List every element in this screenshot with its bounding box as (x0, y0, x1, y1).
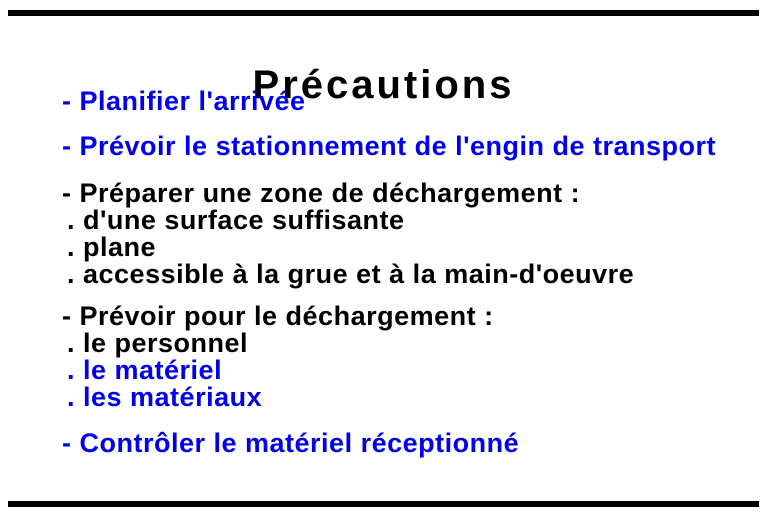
sub-bullet-line: . les matériaux (67, 382, 263, 412)
sub-bullet-line: . accessible à la grue et à la main-d'oeuvre (67, 259, 635, 289)
sub-bullet-line: . d'une surface suffisante (67, 205, 405, 235)
bullet-line: - Planifier l'arrivée (62, 86, 306, 116)
bullet-line: - Prévoir le stationnement de l'engin de transport (62, 131, 717, 161)
bullet-line: - Contrôler le matériel réceptionné (62, 428, 520, 458)
sub-bullet-line: . le matériel (67, 355, 223, 385)
bottom-rule (8, 501, 759, 507)
bullet-line: - Prévoir pour le déchargement : (62, 301, 494, 331)
bullet-group-zone-dechargement (62, 180, 761, 288)
bullet-group-prevoir-dechargement (62, 303, 761, 411)
bullet-group-planifier (62, 88, 761, 115)
sub-bullet-line: . plane (67, 232, 157, 262)
bullet-group-stationnement (62, 133, 761, 160)
bullet-line: - Préparer une zone de déchargement : (62, 178, 581, 208)
bullet-group-controler (62, 430, 761, 457)
sub-bullet-line: . le personnel (67, 328, 249, 358)
page-title: Précautions (252, 62, 515, 107)
top-rule (8, 10, 759, 16)
